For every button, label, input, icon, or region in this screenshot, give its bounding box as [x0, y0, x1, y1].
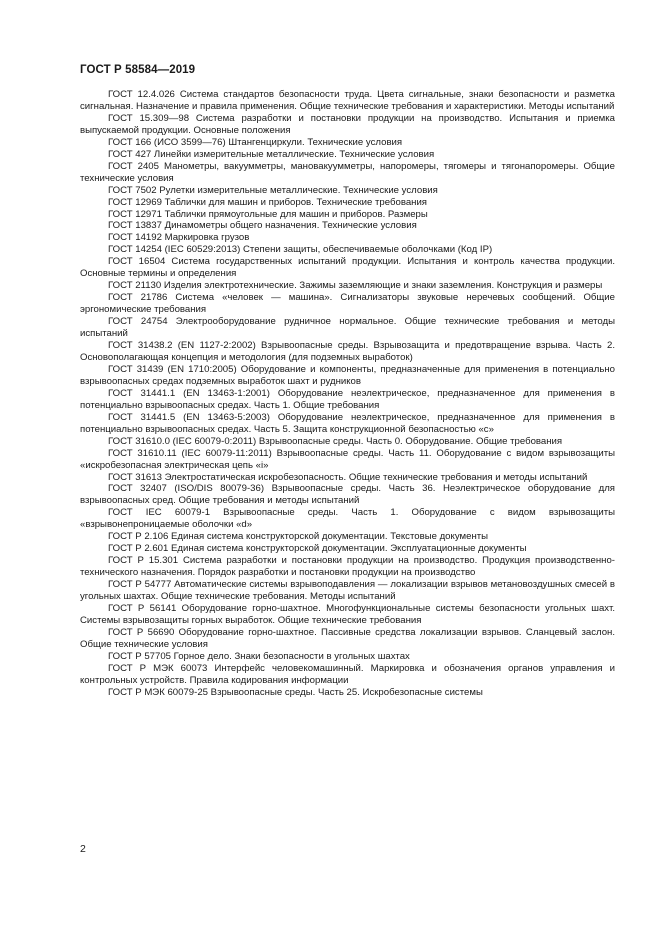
- reference-item: ГОСТ 31441.5 (EN 13463-5:2003) Оборудование неэлектрическое, предназначенное для применения в потенциально взрывоопасных средах. Часть 5. Защита конструкционной безопасностью «c»: [80, 411, 615, 435]
- reference-item: ГОСТ Р 2.106 Единая система конструкторской документации. Текстовые документы: [108, 531, 489, 543]
- reference-item: ГОСТ 13837 Динамометры общего назначения. Технические условия: [108, 220, 417, 232]
- reference-item: ГОСТ 31441.1 (EN 13463-1:2001) Оборудование неэлектрическое, предназначенное для применения в потенциально взрывоопасных средах. Часть 1. Общие требования: [80, 387, 615, 411]
- reference-item: ГОСТ 21130 Изделия электротехнические. Зажимы заземляющие и знаки заземления. Конструкция и размеры: [108, 280, 603, 292]
- reference-item: ГОСТ 31439 (EN 1710:2005) Оборудование и компоненты, предназначенные для применения в потенциально взрывоопасных средах подземных выработок шахт и рудников: [80, 363, 615, 387]
- reference-item: ГОСТ Р 57705 Горное дело. Знаки безопасности в угольных шахтах: [108, 650, 410, 662]
- reference-item: ГОСТ 12971 Таблички прямоугольные для машин и приборов. Размеры: [108, 208, 428, 220]
- reference-item: ГОСТ Р 15.301 Система разработки и постановки продукции на производство. Продукция производственно-технического назначения. Порядок разработки и постановки продукции на производство: [80, 555, 615, 579]
- reference-item: ГОСТ 24754 Электрооборудование рудничное нормальное. Общие технические требования и методы испытаний: [80, 316, 615, 340]
- reference-item: ГОСТ 32407 (ISO/DIS 80079-36) Взрывоопасные среды. Часть 36. Неэлектрическое оборудование для взрывоопасных сред. Общие требования и методы испытаний: [80, 483, 615, 507]
- reference-item: ГОСТ 12969 Таблички для машин и приборов. Технические требования: [108, 196, 428, 208]
- reference-item: ГОСТ 31610.0 (IEC 60079-0:2011) Взрывоопасные среды. Часть 0. Оборудование. Общие требования: [108, 435, 563, 447]
- reference-item: ГОСТ 166 (ИСО 3599—76) Штангенциркули. Технические условия: [108, 136, 403, 148]
- reference-item: ГОСТ IEC 60079-1 Взрывоопасные среды. Часть 1. Оборудование с видом взрывозащиты «взрывонепроницаемые оболочки «d»: [80, 507, 615, 531]
- reference-item: ГОСТ 12.4.026 Система стандартов безопасности труда. Цвета сигнальные, знаки безопасности и разметка сигнальная. Назначение и правила применения. Общие технические требования и характеристики. Методы испытаний: [80, 89, 615, 112]
- reference-item: ГОСТ Р 54777 Автоматические системы взрывоподавления — локализации взрывов метановоздушных смесей в угольных шахтах. Общие технические требования. Методы испытаний: [80, 579, 615, 603]
- reference-item: ГОСТ 31613 Электростатическая искробезопасность. Общие технические требования и методы испытаний: [108, 471, 588, 483]
- reference-item: ГОСТ 14192 Маркировка грузов: [108, 232, 250, 244]
- page-number: 2: [80, 843, 86, 855]
- reference-item: ГОСТ Р 56690 Оборудование горно-шахтное. Пассивные средства локализации взрывов. Сланцевый заслон. Общие технические условия: [80, 626, 615, 650]
- reference-item: ГОСТ 427 Линейки измерительные металлические. Технические условия: [108, 148, 435, 160]
- normative-references-list: [80, 89, 615, 699]
- reference-item: ГОСТ 14254 (IEC 60529:2013) Степени защиты, обеспечиваемые оболочками (Код IP): [108, 244, 493, 256]
- reference-item: ГОСТ Р МЭК 60079-25 Взрывоопасные среды. Часть 25. Искробезопасные системы: [108, 686, 483, 698]
- reference-item: ГОСТ 2405 Манометры, вакуумметры, мановакуумметры, напоромеры, тягомеры и тягонапоромеры. Общие технические условия: [80, 160, 615, 184]
- reference-item: ГОСТ 16504 Система государственных испытаний продукции. Испытания и контроль качества продукции. Основные термины и определения: [80, 256, 615, 280]
- reference-item: ГОСТ 7502 Рулетки измерительные металлические. Технические условия: [108, 184, 438, 196]
- reference-item: ГОСТ 15.309—98 Система разработки и постановки продукции на производство. Испытания и приемка выпускаемой продукции. Основные положения: [80, 112, 615, 136]
- document-header: ГОСТ Р 58584—2019: [80, 64, 196, 76]
- reference-item: ГОСТ 31438.2 (EN 1127-2:2002) Взрывоопасные среды. Взрывозащита и предотвращение взрыва. Часть 2. Основополагающая концепция и методология (для подземных выработок): [80, 340, 615, 363]
- reference-item: ГОСТ Р 56141 Оборудование горно-шахтное. Многофункциональные системы безопасности угольных шахт. Системы взрывозащиты горных выработок. Общие технические требования: [80, 602, 615, 626]
- reference-item: ГОСТ 21786 Система «человек — машина». Сигнализаторы звуковые неречевых сообщений. Общие эргономические требования: [80, 292, 615, 316]
- reference-item: ГОСТ 31610.11 (IEC 60079-11:2011) Взрывоопасные среды. Часть 11. Оборудование с видом взрывозащиты «искробезопасная электрическая цепь «i»: [80, 447, 615, 471]
- reference-item: ГОСТ Р МЭК 60073 Интерфейс человекомашинный. Маркировка и обозначения органов управления и контрольных устройств. Правила кодирования информации: [80, 662, 615, 686]
- reference-item: ГОСТ Р 2.601 Единая система конструкторской документации. Эксплуатационные документы: [108, 543, 527, 555]
